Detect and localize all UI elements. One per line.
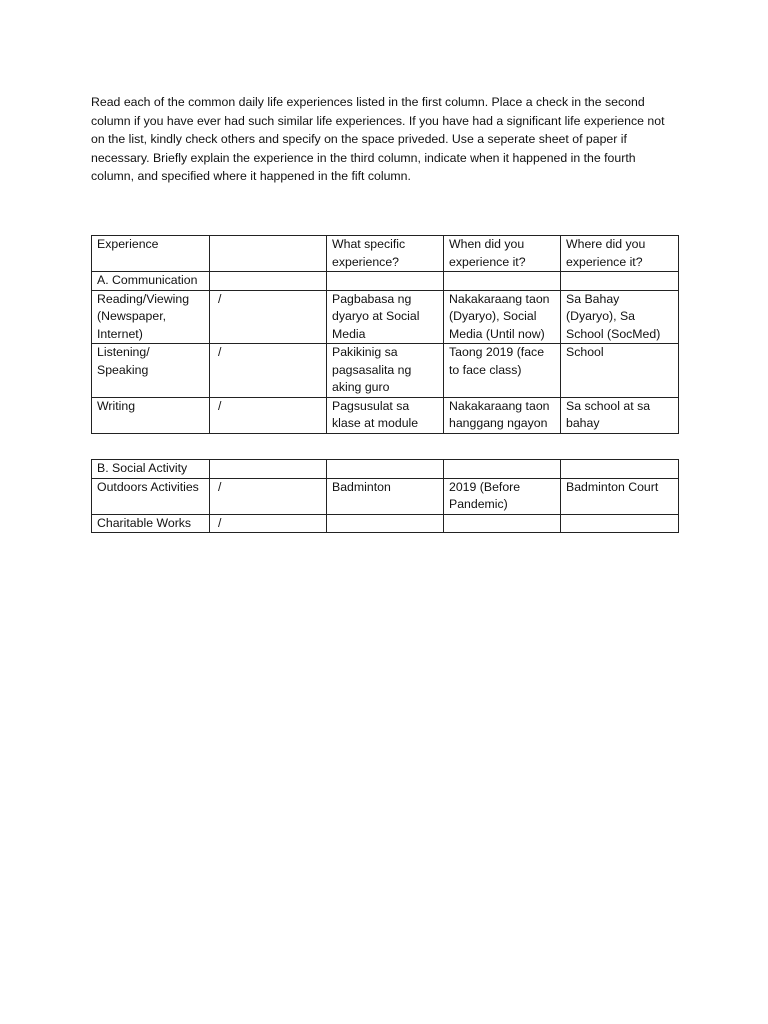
header-check [210,236,327,272]
experience-cell: Writing [92,397,210,433]
empty-cell [444,272,561,291]
empty-cell [327,272,444,291]
check-cell: / [210,514,327,533]
section-label: A. Communication [92,272,210,291]
header-when: When did you experience it? [444,236,561,272]
section-row-social-activity [92,460,679,479]
where-cell: School [561,344,679,398]
table-row [92,397,679,433]
where-cell: Sa Bahay (Dyaryo), Sa School (SocMed) [561,290,679,344]
where-cell [561,514,679,533]
check-cell: / [210,397,327,433]
experience-cell: Charitable Works [92,514,210,533]
header-where: Where did you experience it? [561,236,679,272]
social-activity-table [91,459,679,533]
what-cell: Pakikinig sa pagsasalita ng aking guro [327,344,444,398]
empty-cell [327,460,444,479]
experience-cell: Reading/Viewing (Newspaper, Internet) [92,290,210,344]
where-cell: Sa school at sa bahay [561,397,679,433]
table-header-row [92,236,679,272]
when-cell: Taong 2019 (face to face class) [444,344,561,398]
what-cell: Pagsusulat sa klase at module [327,397,444,433]
empty-cell [561,460,679,479]
table-row [92,344,679,398]
communication-table [91,235,679,434]
empty-cell [561,272,679,291]
check-cell: / [210,478,327,514]
empty-cell [210,272,327,291]
empty-cell [444,460,561,479]
table-row [92,290,679,344]
where-cell: Badminton Court [561,478,679,514]
what-cell: Badminton [327,478,444,514]
what-cell: Pagbabasa ng dyaryo at Social Media [327,290,444,344]
empty-cell [210,460,327,479]
section-row-communication [92,272,679,291]
when-cell [444,514,561,533]
header-experience: Experience [92,236,210,272]
when-cell: Nakakaraang taon (Dyaryo), Social Media (Until now) [444,290,561,344]
header-what: What specific experience? [327,236,444,272]
when-cell: 2019 (Before Pandemic) [444,478,561,514]
instructions-paragraph: Read each of the common daily life experiences listed in the first column. Place a check in the second column if you have ever had such similar life experiences. If you have had a significant life experience not on the list, kindly check others and specify on the space priveded. Use a seperate sheet of paper if necessary. Briefly explain the experience in the third column, indicate when it happened in the fourth column, and specified where it happened in the fift column. [91,95,665,183]
table-row [92,478,679,514]
check-cell: / [210,290,327,344]
experience-cell: Listening/ Speaking [92,344,210,398]
check-cell: / [210,344,327,398]
table-row [92,514,679,533]
experience-cell: Outdoors Activities [92,478,210,514]
section-label: B. Social Activity [92,460,210,479]
what-cell [327,514,444,533]
when-cell: Nakakaraang taon hanggang ngayon [444,397,561,433]
